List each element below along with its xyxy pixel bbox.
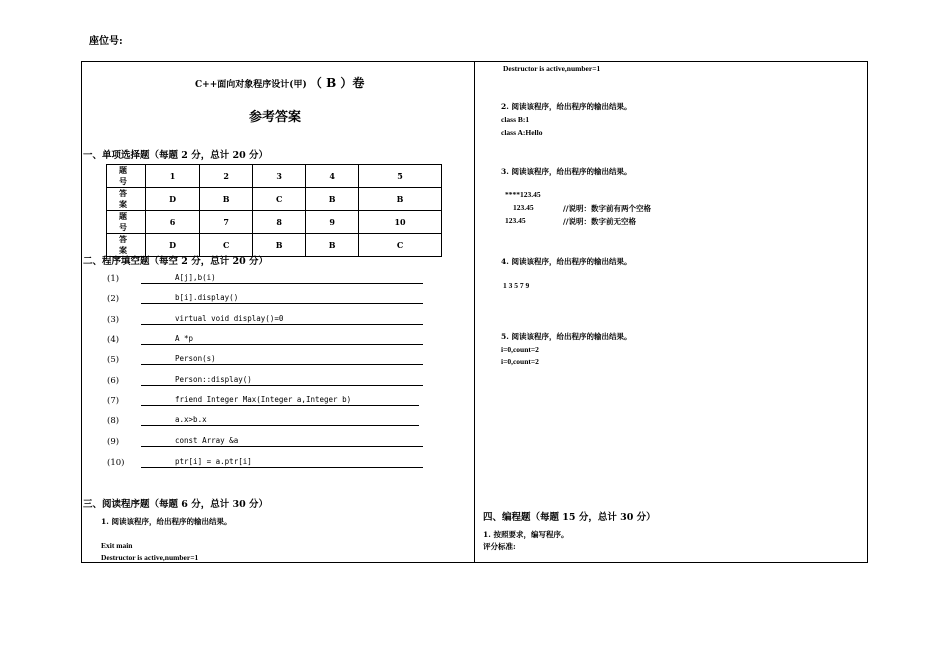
programming-question-1: 1. 按照要求，编写程序。 [483,530,569,539]
blank-answer: A[j],b(i) [141,273,423,284]
answer-cell: D [146,234,200,257]
answer-cell: C [359,234,442,257]
q3-output-line: 123.45 [513,203,534,212]
q3-output-line: ****123.45 [505,190,541,199]
table-row [107,211,442,234]
reading-question-3: 3. 阅读该程序，给出程序的输出结果。 [501,167,632,176]
blank-answer: virtual void display()=0 [141,314,423,325]
blank-answer: A *p [141,334,423,345]
q2-output-line: class A:Hello [501,128,543,137]
question-number: 10 [359,211,442,234]
blank-number: (6) [107,376,120,386]
section-1-title: 一、单项选择题（每题 2 分，总计 20 分） [83,150,269,161]
reading-question-5: 5. 阅读该程序，给出程序的输出结果。 [501,332,632,341]
answer-cell: C [253,188,306,211]
blank-number: (1) [107,274,120,284]
q4-output-line: 1 3 5 7 9 [503,281,530,290]
q3-note: //说明：数字前无空格 [563,217,636,226]
blank-number: (4) [107,335,120,345]
blank-number: (5) [107,355,120,365]
reading-question-1: 1. 阅读该程序，给出程序的输出结果。 [101,517,232,526]
course-name: C++面向对象程序设计(甲) [195,80,307,90]
fill-blank-item [107,293,423,305]
fill-blank-item [107,375,423,387]
exam-title [195,74,364,91]
question-number: 3 [253,165,306,188]
row-label: 题 号 [107,165,146,188]
q5-output-line: i=0,count=2 [501,357,539,366]
section-4-title: 四、编程题（每题 15 分，总计 30 分） [483,512,656,523]
section-3-title: 三、阅读程序题（每题 6 分，总计 30 分） [83,499,269,510]
q5-output-line: i=0,count=2 [501,345,539,354]
column-divider [474,61,475,563]
row-label: 题 号 [107,211,146,234]
blank-answer: b[i].display() [141,293,423,304]
question-number: 6 [146,211,200,234]
paper-type: （ B ）卷 [309,76,365,90]
blank-number: (8) [107,416,120,426]
blank-answer: a.x>b.x [141,415,419,426]
blank-number: (9) [107,437,120,447]
q1-output-line: Exit main [101,541,133,550]
answer-cell: C [200,234,253,257]
fill-blank-item [107,457,423,469]
blank-answer: Person(s) [141,354,423,365]
q1-output-continued: Destructor is active,number=1 [503,64,601,73]
blank-answer: Person::display() [141,375,423,386]
fill-blank-item [107,314,423,326]
answer-cell: B [253,234,306,257]
blank-number: (7) [107,396,120,406]
table-row [107,188,442,211]
q3-output-line: 123.45 [505,216,526,225]
fill-blank-item [107,395,419,407]
blank-number: (2) [107,294,120,304]
question-number: 2 [200,165,253,188]
question-number: 7 [200,211,253,234]
seat-number-label: 座位号: [89,36,123,47]
q3-note: //说明：数字前有两个空格 [563,204,651,213]
answer-key-title: 参考答案 [249,110,302,125]
row-label: 答 案 [107,188,146,211]
choice-answer-table [106,164,442,257]
row-label: 答 案 [107,234,146,257]
question-number: 1 [146,165,200,188]
question-number: 9 [306,211,359,234]
answer-cell: B [200,188,253,211]
q2-output-line: class B:1 [501,115,530,124]
reading-question-4: 4. 阅读该程序，给出程序的输出结果。 [501,257,632,266]
fill-blank-item [107,415,419,427]
blank-number: (10) [107,458,125,468]
question-number: 8 [253,211,306,234]
question-number: 5 [359,165,442,188]
blank-number: (3) [107,315,120,325]
blank-answer: ptr[i] = a.ptr[i] [141,457,423,468]
reading-question-2: 2. 阅读该程序，给出程序的输出结果。 [501,102,632,111]
answer-cell: B [359,188,442,211]
blank-answer: const Array &a [141,436,423,447]
table-row [107,165,442,188]
fill-blank-item [107,436,423,448]
answer-cell: B [306,188,359,211]
answer-cell: B [306,234,359,257]
fill-blank-item [107,334,423,346]
fill-blank-item [107,273,423,285]
section-2-title: 二、程序填空题（每空 2 分，总计 20 分） [83,256,269,267]
question-number: 4 [306,165,359,188]
blank-answer: friend Integer Max(Integer a,Integer b) [141,395,419,406]
answer-cell: D [146,188,200,211]
grading-criteria-label: 评分标准: [483,542,516,551]
fill-blank-item [107,354,423,366]
q1-output-line: Destructor is active,number=1 [101,553,199,562]
